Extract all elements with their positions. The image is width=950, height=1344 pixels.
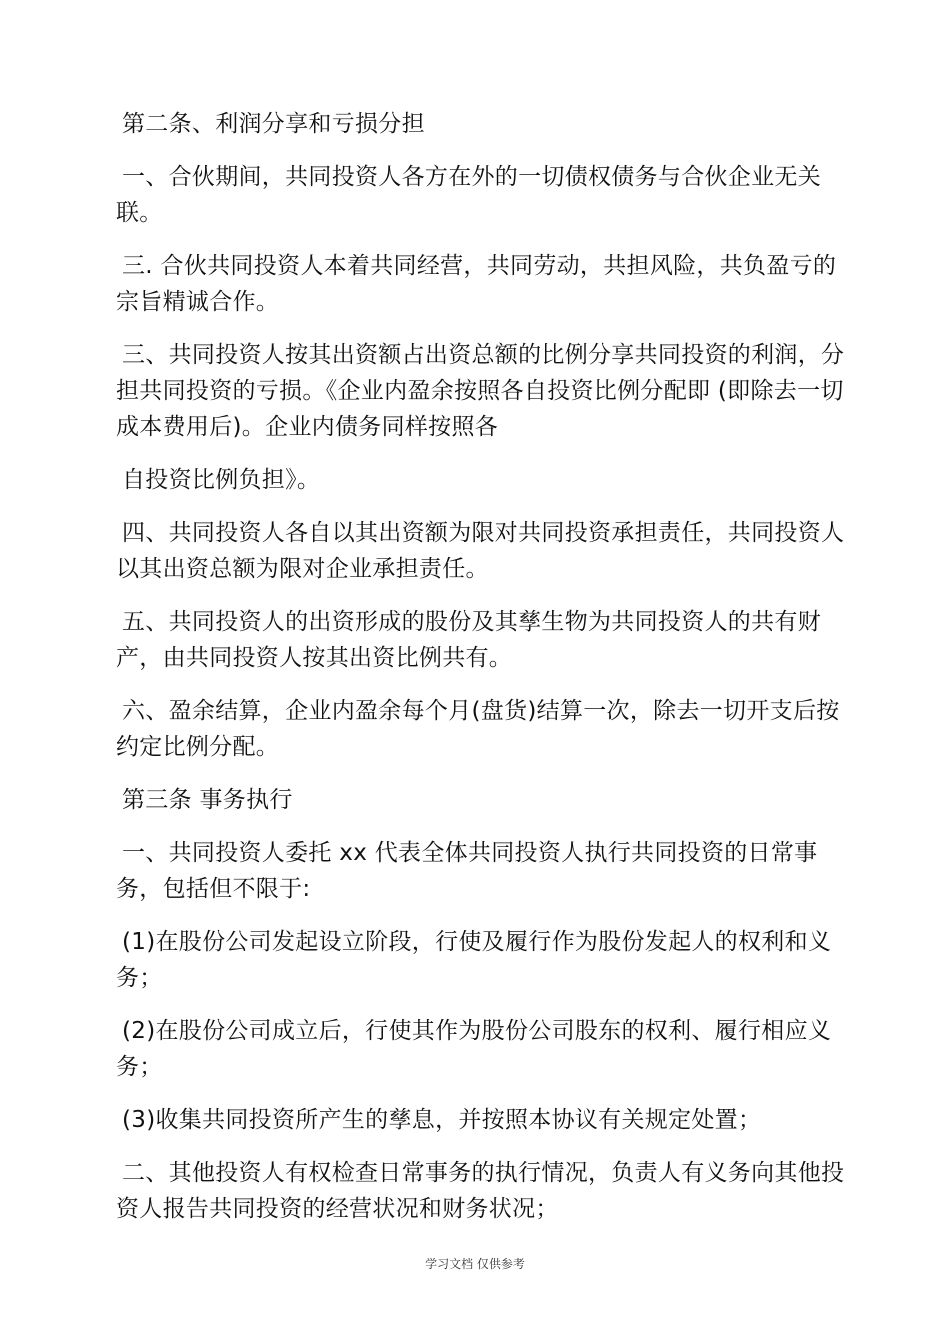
article-3-heading: 第三条 事务执行 xyxy=(122,787,293,813)
article-3-item-2: (2)在股份公司成立后，行使其作为股份公司股东的权利、履行相应义务； xyxy=(116,1018,832,1080)
page-footer: 学习文档 仅供参考 xyxy=(425,1257,525,1271)
article-2-clause-1: 一、合伙期间，共同投资人各方在外的一切债权债务与合伙企业无关联。 xyxy=(116,164,821,226)
article-2-clause-6: 六、盈余结算，企业内盈余每个月(盘货)结算一次，除去一切开支后按约定比例分配。 xyxy=(116,698,840,760)
article-2-clause-4: 四、共同投资人各自以其出资额为限对共同投资承担责任，共同投资人以其出资总额为限对企业承担责任。 xyxy=(116,520,845,582)
article-2-clause-2: 三. 合伙共同投资人本着共同经营，共同劳动，共担风险，共负盈亏的宗旨精诚合作。 xyxy=(116,253,837,315)
article-3-item-3: (3)收集共同投资所产生的孳息，并按照本协议有关规定处置； xyxy=(122,1107,762,1133)
article-3-item-1: (1)在股份公司发起设立阶段，行使及履行作为股份发起人的权利和义务； xyxy=(116,929,832,991)
article-2-heading: 第二条、利润分享和亏损分担 xyxy=(122,111,425,137)
article-2-clause-3-continued: 自投资比例负担》。 xyxy=(122,467,321,493)
article-3-clause-2: 二、其他投资人有权检查日常事务的执行情况，负责人有义务向其他投资人报告共同投资的经营状况和财务状况； xyxy=(116,1160,845,1222)
document-body xyxy=(116,106,846,1227)
article-3-clause-1: 一、共同投资人委托 xx 代表全体共同投资人执行共同投资的日常事务，包括但不限于: xyxy=(116,840,818,902)
article-2-clause-5: 五、共同投资人的出资形成的股份及其孳生物为共同投资人的共有财产，由共同投资人按其出资比例共有。 xyxy=(116,609,821,671)
article-2-clause-3: 三、共同投资人按其出资额占出资总额的比例分享共同投资的利润，分担共同投资的亏损。《企业内盈余按照各自投资比例分配即 (即除去一切成本费用后)。企业内债务同样按照各 xyxy=(116,342,845,440)
